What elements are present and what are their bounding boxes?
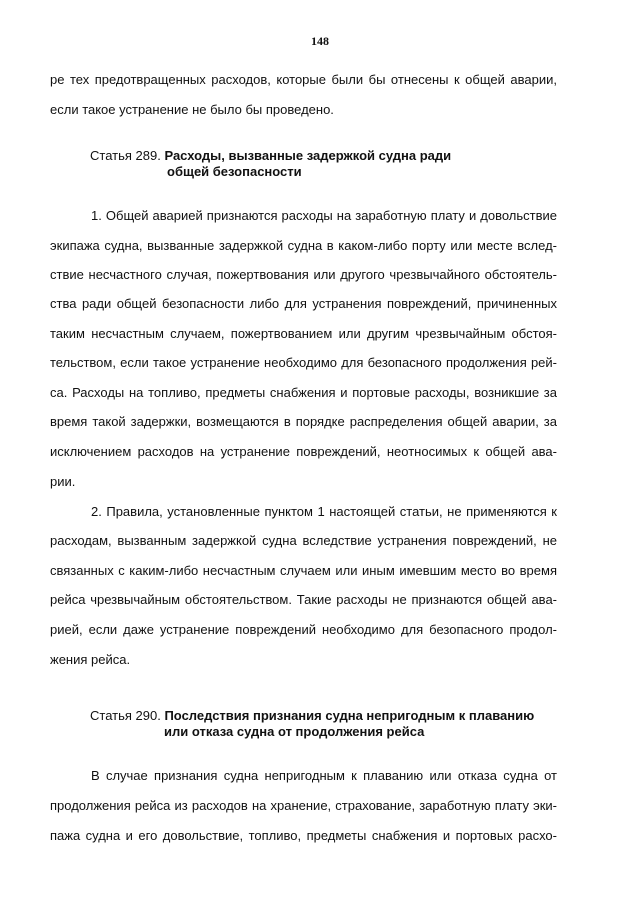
text-line: са. Расходы на топливо, предметы снабжения и портовые расходы, возникшие за bbox=[50, 385, 557, 400]
text-line: пажа судна и его довольствие, топливо, предметы снабжения и портовых расхо- bbox=[50, 828, 557, 843]
text-line: экипажа судна, вызванные задержкой судна в каком-либо порту или месте вслед- bbox=[50, 238, 557, 253]
article-290-heading bbox=[90, 708, 534, 724]
text-line: рейса чрезвычайным обстоятельством. Такие расходы не признаются общей ава- bbox=[50, 592, 557, 607]
text-line: связанных с каким-либо несчастным случаем или иным имевшим место во время bbox=[50, 563, 557, 578]
text-line: ствие несчастного случая, пожертвования или другого чрезвычайного обстоятель- bbox=[50, 267, 557, 282]
text-line: рии. bbox=[50, 474, 76, 489]
text-line: В случае признания судна непригодным к плаванию или отказа судна от bbox=[91, 768, 557, 783]
text-line: ре тех предотвращенных расходов, которые были бы отнесены к общей аварии, bbox=[50, 72, 557, 87]
text-line: рией, если даже устранение повреждений необходимо для безопасного продол- bbox=[50, 622, 557, 637]
article-289-title-line2: общей безопасности bbox=[167, 164, 302, 179]
text-line: 1. Общей аварией признаются расходы на заработную плату и довольствие bbox=[91, 208, 557, 223]
article-289-title-line1: Расходы, вызванные задержкой судна ради bbox=[164, 148, 452, 163]
text-line: если такое устранение не было бы проведено. bbox=[50, 102, 334, 117]
page-number: 148 bbox=[311, 34, 329, 48]
text-line: расходам, вызванным задержкой судна вследствие устранения повреждений, не bbox=[50, 533, 557, 548]
text-line: продолжения рейса из расходов на хранение, страхование, заработную плату эки- bbox=[50, 798, 557, 813]
article-289-label: Статья 289. bbox=[90, 148, 161, 163]
text-line: таким несчастным случаем, пожертвованием или другим чрезвычайным обстоя- bbox=[50, 326, 557, 341]
text-line: ства ради общей безопасности либо для устранения повреждений, причиненных bbox=[50, 296, 557, 311]
text-line: время такой задержки, возмещаются в порядке распределения общей аварии, за bbox=[50, 414, 557, 429]
article-289-heading bbox=[90, 148, 451, 164]
text-line: жения рейса. bbox=[50, 652, 131, 667]
text-line: 2. Правила, установленные пунктом 1 настоящей статьи, не применяются к bbox=[91, 504, 557, 519]
text-line: исключением расходов на устранение повреждений, неотносимых к общей ава- bbox=[50, 444, 557, 459]
text-line: тельством, если такое устранение необходимо для безопасного продолжения рей- bbox=[50, 355, 557, 370]
article-290-title-line1: Последствия признания судна непригодным к плаванию bbox=[164, 708, 535, 723]
article-290-title-line2: или отказа судна от продолжения рейса bbox=[164, 724, 425, 739]
article-290-label: Статья 290. bbox=[90, 708, 161, 723]
